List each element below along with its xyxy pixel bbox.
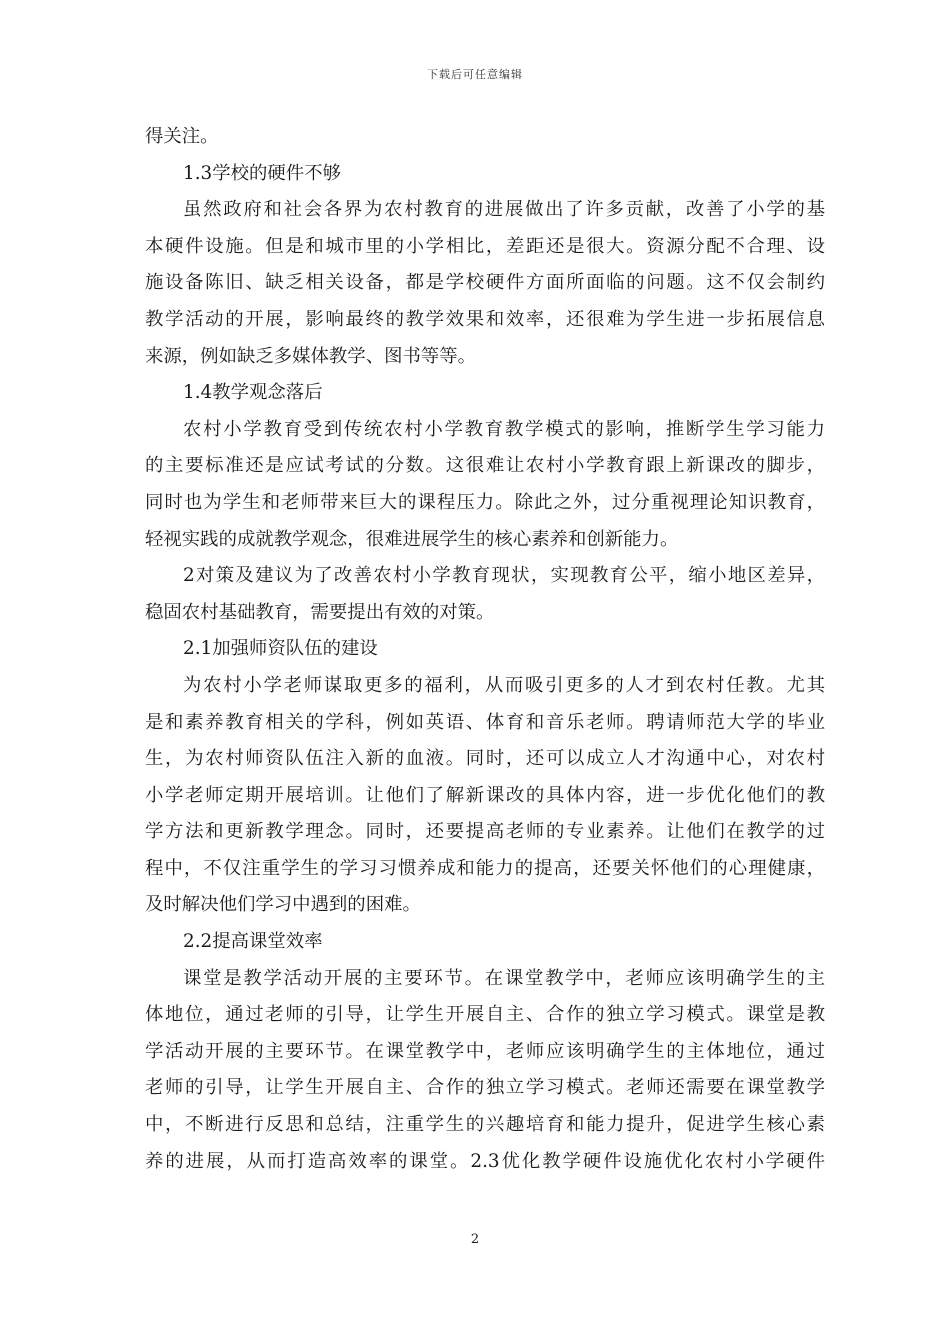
text-line: 得关注。 [145,126,219,147]
text-line: 2.1加强师资队伍的建设 [183,638,378,660]
text-line: 及时解决他们学习中遇到的困难。 [145,894,421,916]
text-line: 老师的引导，让学生开展自主、合作的独立学习模式。老师还需要在课堂教学 [145,1077,825,1099]
text-line: 是和素养教育相关的学科，例如英语、体育和音乐老师。聘请师范大学的毕业 [145,711,825,733]
text-line: 教学活动的开展，影响最终的教学效果和效率，还很难为学生进一步拓展信息 [145,308,825,330]
text-line: 养的进展，从而打造高效率的课堂。2.3优化教学硬件设施优化农村小学硬件 [145,1150,825,1172]
text-line: 1.3学校的硬件不够 [183,162,341,184]
text-line: 学方法和更新教学理念。同时，还要提高老师的专业素养。让他们在教学的过 [145,821,825,843]
text-line: 小学老师定期开展培训。让他们了解新课改的具体内容，进一步优化他们的教 [145,784,825,806]
document-body [145,119,825,1180]
text-line: 程中，不仅注重学生的学习习惯养成和能力的提高，还要关怀他们的心理健康， [145,857,825,879]
text-line: 虽然政府和社会各界为农村教育的进展做出了许多贡献，改善了小学的基 [183,199,825,221]
page-header: 下载后可任意编辑 [427,68,523,81]
text-line: 稳固农村基础教育，需要提出有效的对策。 [145,601,495,623]
text-line: 体地位，通过老师的引导，让学生开展自主、合作的独立学习模式。课堂是教 [145,1004,825,1026]
page-number: 2 [470,1232,480,1247]
text-line: 来源，例如缺乏多媒体教学、图书等等。 [145,345,477,367]
text-line: 生，为农村师资队伍注入新的血液。同时，还可以成立人才沟通中心，对农村 [145,748,825,770]
text-line: 的主要标准还是应试考试的分数。这很难让农村小学教育跟上新课改的脚步， [145,455,825,477]
text-line: 2对策及建议为了改善农村小学教育现状，实现教育公平，缩小地区差异， [183,565,825,587]
text-line: 农村小学教育受到传统农村小学教育教学模式的影响，推断学生学习能力 [183,418,825,440]
text-line: 为农村小学老师谋取更多的福利，从而吸引更多的人才到农村任教。尤其 [183,674,825,696]
text-line: 中，不断进行反思和总结，注重学生的兴趣培育和能力提升，促进学生核心素 [145,1114,825,1136]
text-line: 施设备陈旧、缺乏相关设备，都是学校硬件方面所面临的问题。这不仅会制约 [145,272,825,294]
text-line: 轻视实践的成就教学观念，很难进展学生的核心素养和创新能力。 [145,528,679,550]
text-line: 1.4教学观念落后 [183,382,323,404]
text-line: 2.2提高课堂效率 [183,931,323,953]
text-line: 同时也为学生和老师带来巨大的课程压力。除此之外，过分重视理论知识教育， [145,491,825,513]
text-line: 本硬件设施。但是和城市里的小学相比，差距还是很大。资源分配不合理、设 [145,235,825,257]
text-line: 学活动开展的主要环节。在课堂教学中，老师应该明确学生的主体地位，通过 [145,1040,825,1062]
text-line: 课堂是教学活动开展的主要环节。在课堂教学中，老师应该明确学生的主 [183,967,825,989]
